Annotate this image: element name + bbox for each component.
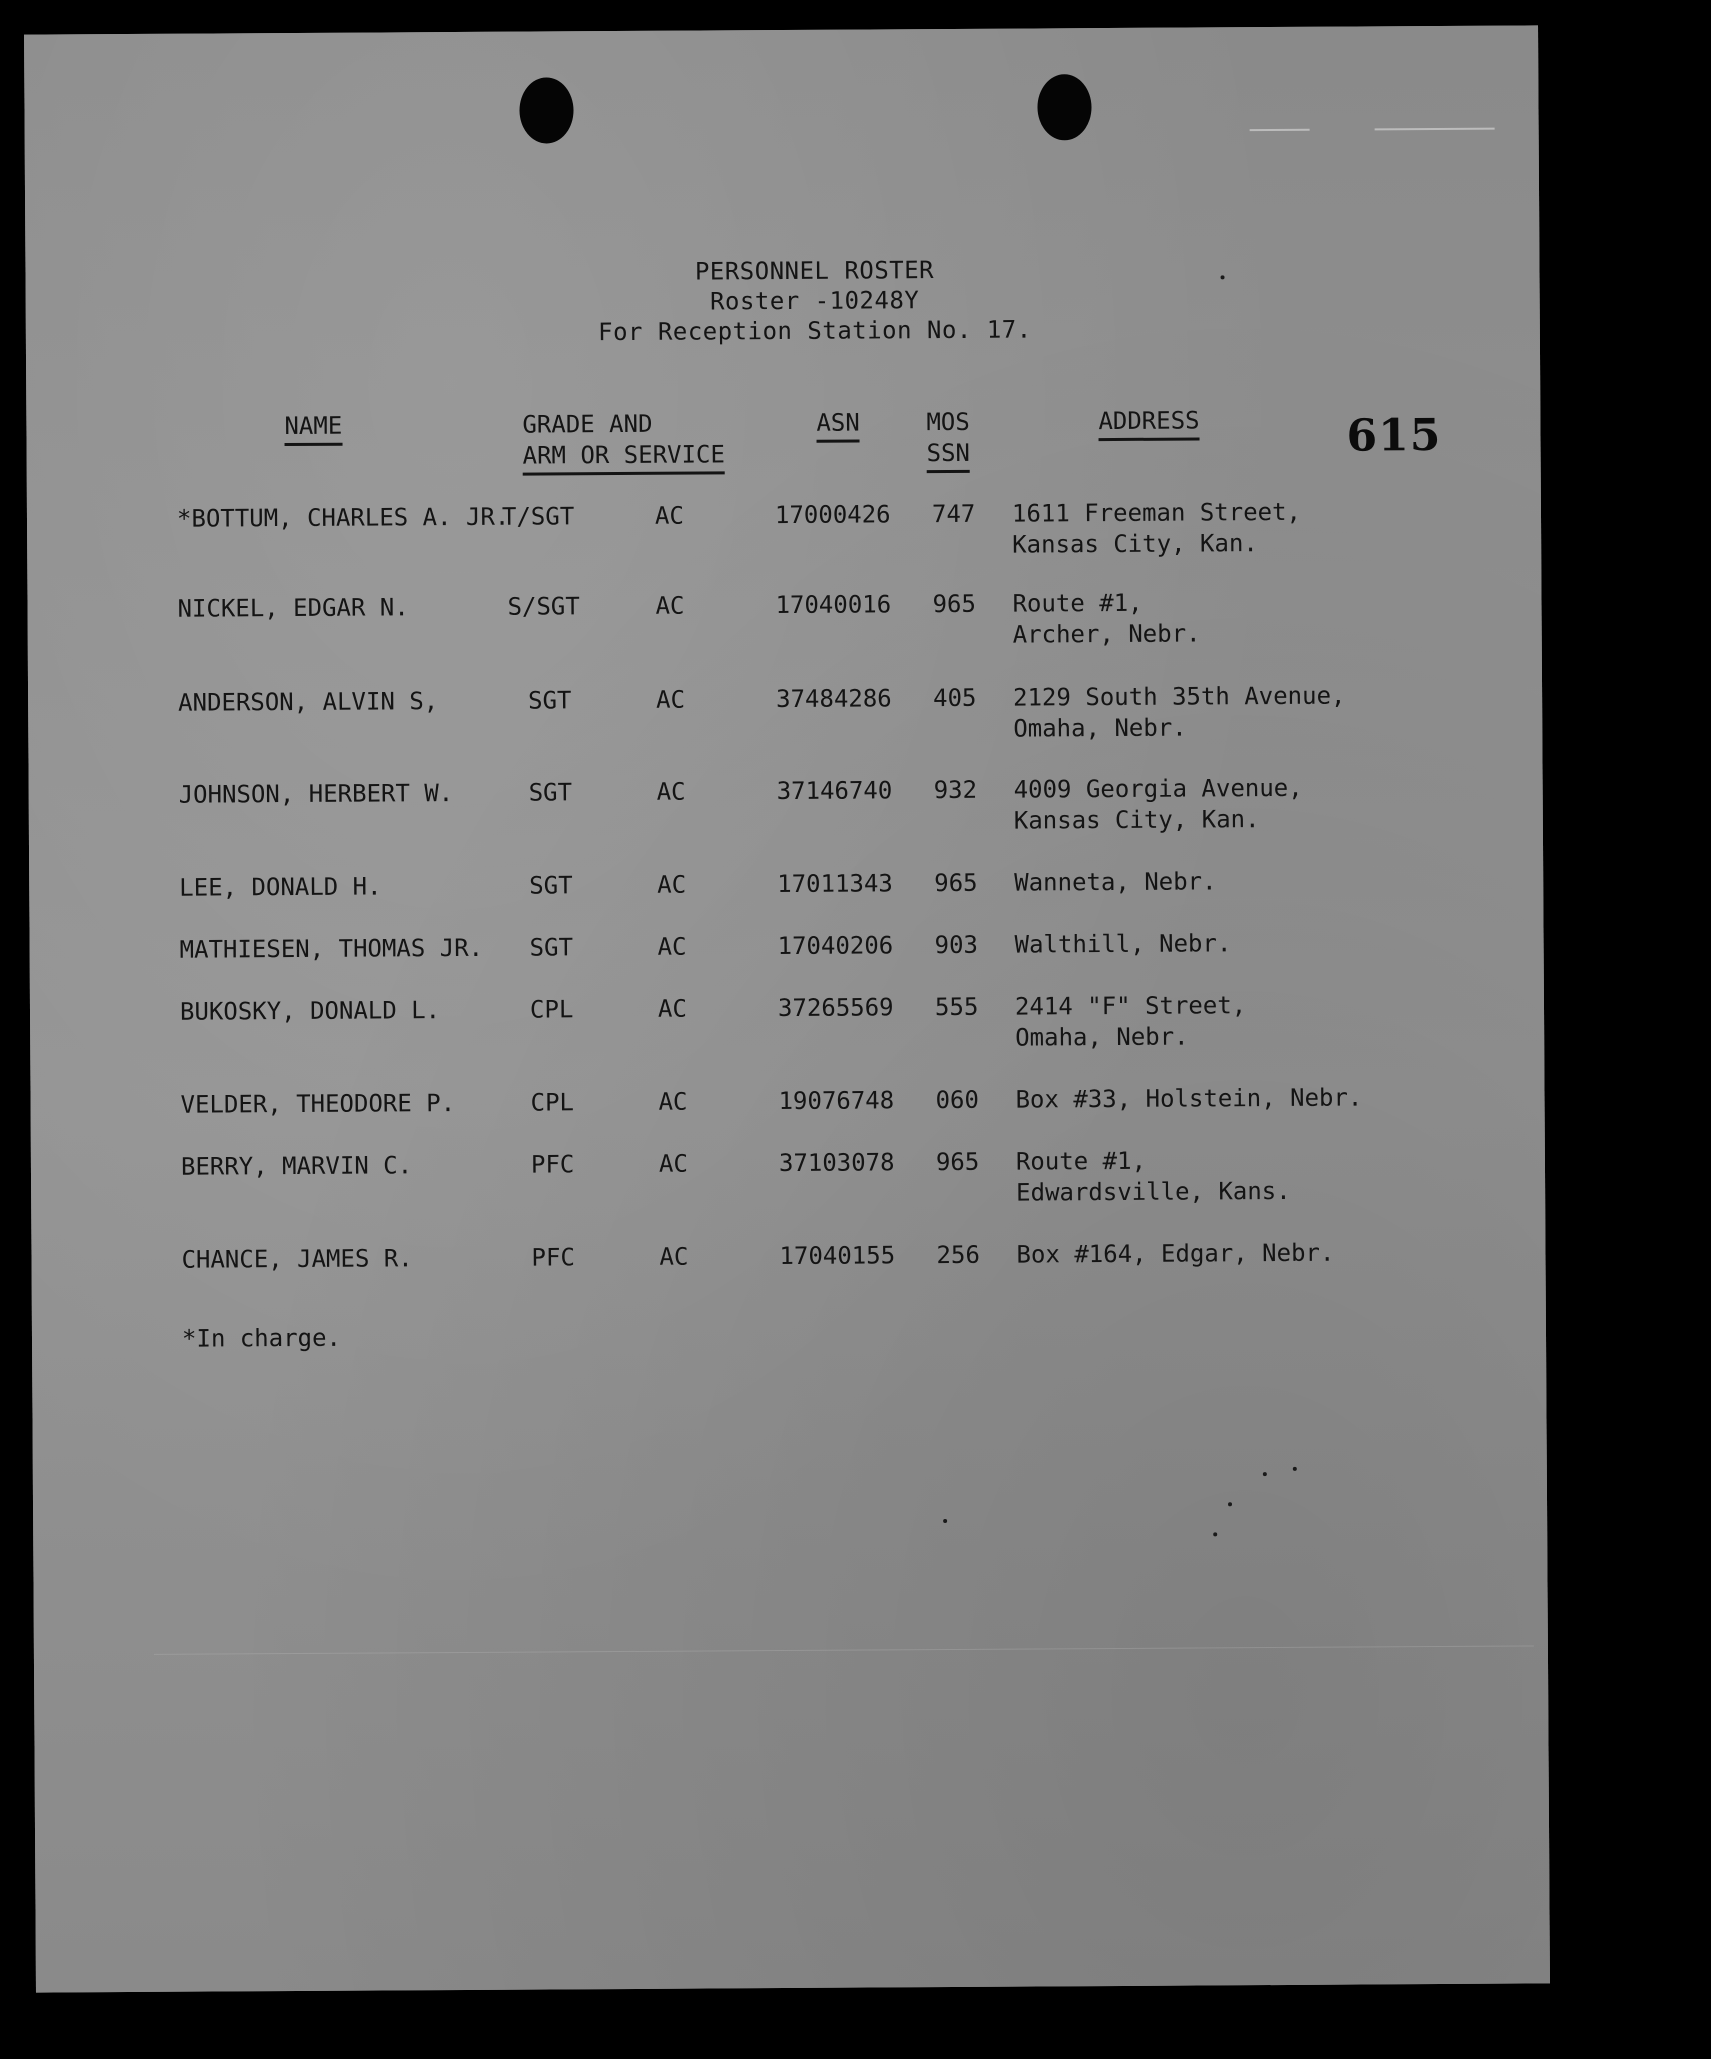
roster-cell-address-line1: Route #1,: [1012, 588, 1143, 618]
roster-cell-address-line1: Route #1,: [1015, 1146, 1147, 1176]
roster-cell-arm: AC: [658, 1149, 688, 1178]
roster-cell-mos: 555: [934, 992, 979, 1022]
roster-cell-arm: AC: [659, 1242, 689, 1271]
roster-cell-mos: 932: [933, 775, 978, 805]
roster-cell-grade: PFC: [531, 1243, 575, 1272]
page-number: 615: [1346, 409, 1442, 462]
roster-cell-asn: 37484286: [776, 684, 892, 714]
roster-cell-address-line1: Walthill, Nebr.: [1014, 929, 1232, 959]
roster-cell-grade: CPL: [530, 1088, 575, 1117]
roster-cell-grade: SGT: [529, 933, 574, 962]
roster-cell-name: ANDERSON, ALVIN S,: [178, 687, 439, 717]
roster-cell-grade: SGT: [528, 778, 573, 807]
roster-number: Roster -10248Y: [709, 286, 920, 316]
column-header-grade-line1: GRADE AND: [522, 409, 653, 439]
roster-cell-mos: 256: [936, 1240, 980, 1270]
roster-cell-asn: 17040155: [779, 1241, 896, 1271]
roster-cell-grade: SGT: [528, 686, 572, 715]
roster-cell-mos: 405: [933, 683, 977, 713]
roster-title: PERSONNEL ROSTER: [694, 256, 935, 286]
roster-cell-arm: AC: [656, 685, 686, 714]
roster-cell-asn: 17040016: [775, 590, 892, 620]
roster-cell-name: *BOTTUM, CHARLES A. JR.: [176, 502, 510, 533]
roster-cell-name: CHANCE, JAMES R.: [181, 1244, 413, 1274]
roster-cell-arm: AC: [654, 501, 684, 530]
roster-cell-grade: T/SGT: [501, 502, 575, 531]
roster-cell-name: MATHIESEN, THOMAS JR.: [179, 933, 484, 964]
column-header-ssn-text: SSN: [927, 438, 971, 473]
column-header-name-text: NAME: [284, 411, 342, 446]
roster-cell-grade: PFC: [530, 1150, 575, 1179]
roster-cell-mos: 965: [932, 589, 976, 619]
roster-cell-mos: 747: [931, 499, 976, 529]
roster-cell-mos: 060: [935, 1085, 980, 1115]
roster-cell-address-line1: Wanneta, Nebr.: [1014, 867, 1217, 897]
roster-cell-grade: SGT: [529, 871, 573, 900]
roster-cell-asn: 17000426: [774, 500, 891, 530]
roster-cell-arm: AC: [655, 591, 685, 620]
roster-cell-arm: AC: [658, 1087, 688, 1116]
scanned-page: [24, 25, 1550, 1992]
roster-cell-name: LEE, DONALD H.: [179, 872, 382, 902]
roster-cell-asn: 17040206: [777, 931, 894, 961]
roster-cell-name: BERRY, MARVIN C.: [180, 1151, 413, 1181]
roster-cell-arm: AC: [657, 932, 687, 961]
roster-cell-mos: 965: [934, 868, 978, 898]
roster-cell-arm: AC: [656, 777, 686, 806]
roster-cell-address-line1: 1611 Freeman Street,: [1011, 497, 1302, 528]
footnote: *In charge.: [181, 1323, 342, 1353]
column-header-address-text: ADDRESS: [1098, 405, 1199, 441]
roster-cell-arm: AC: [657, 870, 687, 899]
roster-cell-address-line2: Omaha, Nebr.: [1013, 713, 1187, 743]
roster-cell-asn: 17011343: [777, 869, 893, 899]
roster-cell-name: VELDER, THEODORE P.: [180, 1089, 456, 1119]
roster-cell-asn: 19076748: [778, 1086, 895, 1116]
column-header-asn-text: ASN: [816, 408, 860, 443]
roster-cell-address-line2: Edwardsville, Kans.: [1016, 1176, 1291, 1207]
roster-cell-address-line1: Box #164, Edgar, Nebr.: [1016, 1238, 1335, 1269]
roster-cell-address-line2: Kansas City, Kan.: [1013, 805, 1260, 835]
roster-cell-name: BUKOSKY, DONALD L.: [179, 996, 441, 1026]
roster-cell-address-line1: 2414 "F" Street,: [1014, 991, 1247, 1021]
roster-cell-grade: S/SGT: [507, 592, 580, 621]
roster-cell-mos: 903: [934, 930, 979, 960]
roster-cell-arm: AC: [657, 994, 687, 1023]
roster-cell-name: NICKEL, EDGAR N.: [177, 593, 409, 623]
roster-cell-name: JOHNSON, HERBERT W.: [178, 779, 454, 809]
roster-cell-mos: 965: [935, 1147, 980, 1177]
roster-cell-asn: 37103078: [778, 1148, 895, 1178]
roster-cell-asn: 37146740: [776, 776, 893, 806]
reception-station-line: For Reception Station No. 17.: [598, 315, 1032, 347]
column-header-mos: MOS: [926, 407, 970, 437]
roster-cell-grade: CPL: [529, 995, 574, 1024]
roster-cell-address-line2: Kansas City, Kan.: [1012, 529, 1258, 559]
roster-cell-address-line1: 2129 South 35th Avenue,: [1013, 681, 1346, 712]
roster-table: [24, 25, 1550, 1992]
roster-cell-address-line2: Omaha, Nebr.: [1015, 1022, 1189, 1052]
column-header-grade-line2-text: ARM OR SERVICE: [523, 439, 726, 475]
roster-cell-address-line1: 4009 Georgia Avenue,: [1013, 773, 1303, 804]
roster-cell-asn: 37265569: [777, 993, 894, 1023]
roster-cell-address-line2: Archer, Nebr.: [1012, 619, 1201, 649]
roster-cell-address-line1: Box #33, Holstein, Nebr.: [1015, 1083, 1363, 1114]
